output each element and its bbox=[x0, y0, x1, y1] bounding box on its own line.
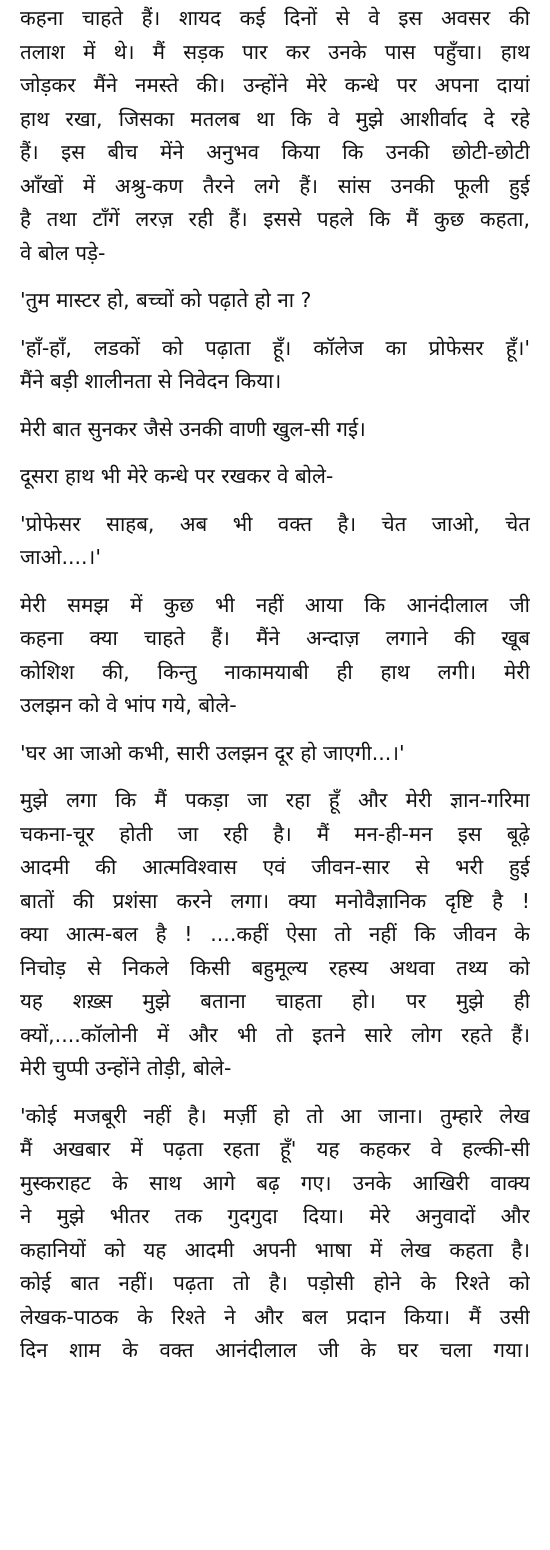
paragraph bbox=[20, 460, 530, 494]
text-line: 'तुम मास्टर हो, बच्चों को पढ़ाते हो ना ? bbox=[20, 288, 312, 312]
text-line: मैं अखबार में पढ़ता रहता हूँ' यह कहकर वे हल्की-सी bbox=[20, 1137, 530, 1161]
text-line: है तथा टाँगें लरज़ रही हैं। इससे पहले कि मैं कुछ कहता, bbox=[20, 207, 530, 231]
text-line: मेरी बात सुनकर जैसे उनकी वाणी खुल-सी गई। bbox=[20, 416, 366, 441]
text-line: चकना-चूर होती जा रही है। मैं मन-ही-मन इस बूढ़े bbox=[20, 821, 530, 846]
text-line: वे बोल पड़े- bbox=[20, 240, 106, 265]
text-line: तलाश में थे। मैं सड़क पार कर उनके पास पहुँचा। हाथ bbox=[20, 39, 530, 64]
text-line: मेरी चुप्पी उन्होंने तोड़ी, बोले- bbox=[20, 1056, 232, 1080]
text-line: जाओ....।' bbox=[20, 545, 101, 569]
paragraph bbox=[20, 332, 530, 399]
text-line: कहानियों को यह आदमी अपनी भाषा में लेख कहता है। bbox=[20, 1237, 530, 1262]
text-line: क्या आत्म-बल है ! ....कहीं ऐसा तो नहीं कि जीवन के bbox=[20, 922, 530, 946]
text-line: निचोड़ से निकले किसी बहुमूल्य रहस्य अथवा तथ्य को bbox=[20, 955, 530, 980]
text-line: 'हाँ-हाँ, लडकों को पढ़ाता हूँ। कॉलेज का प्रोफेसर हूँ।' bbox=[20, 335, 530, 360]
text-line: ने मुझे भीतर तक गुदगुदा दिया। मेरे अनुवादों और bbox=[20, 1204, 530, 1228]
paragraph bbox=[20, 589, 530, 723]
paragraph bbox=[20, 1100, 530, 1368]
text-line: कहना चाहते हैं। शायद कई दिनों से वे इस अवसर की bbox=[20, 6, 530, 30]
text-line: 'प्रोफेसर साहब, अब भी वक्त है। चेत जाओ, चेत bbox=[20, 511, 530, 536]
paragraph bbox=[20, 413, 530, 447]
text-line: कहना क्या चाहते हैं। मैंने अन्दाज़ लगाने की खूब bbox=[20, 626, 530, 650]
text-line: मुस्कराहट के साथ आगे बढ़ गए। उनके आखिरी वाक्य bbox=[20, 1170, 530, 1195]
text-line: मुझे लगा कि मैं पकड़ा जा रहा हूँ और मेरी ज्ञान-गरिमा bbox=[20, 788, 530, 812]
text-line: आँखों में अश्रु-कण तैरने लगे हैं। सांस उनकी फूली हुई bbox=[20, 173, 530, 198]
text-line: उलझन को वे भांप गये, बोले- bbox=[20, 693, 237, 717]
paragraph bbox=[20, 284, 530, 318]
text-line: हैं। इस बीच मेंने अनुभव किया कि उनकी छोटी-छोटी bbox=[20, 140, 530, 164]
story-text bbox=[20, 2, 530, 1368]
text-line: बातों की प्रशंसा करने लगा। क्या मनोवैज्ञानिक दृष्टि है ! bbox=[20, 888, 530, 913]
text-line: हाथ रखा, जिसका मतलब था कि वे मुझे आशीर्वाद दे रहे bbox=[20, 106, 530, 131]
text-line: 'कोई मजबूरी नहीं है। मर्ज़ी हो तो आ जाना। तुम्हारे लेख bbox=[20, 1103, 530, 1128]
text-line: दिन शाम के वक्त आनंदीलाल जी के घर चला गया। bbox=[20, 1338, 530, 1362]
text-line: लेखक-पाठक के रिश्ते ने और बल प्रदान किया। मैं उसी bbox=[20, 1304, 530, 1329]
text-line: मैंने बड़ी शालीनता से निवेदन किया। bbox=[20, 369, 282, 393]
text-line: यह शख़्स मुझे बताना चाहता हो। पर मुझे ही bbox=[20, 989, 530, 1013]
text-line: 'घर आ जाओ कभी, सारी उलझन दूर हो जाएगी...।' bbox=[20, 740, 405, 765]
text-line: जोड़कर मैंने नमस्ते की। उन्होंने मेरे कन्धे पर अपना दायां bbox=[20, 73, 530, 97]
text-line: आदमी की आत्मविश्वास एवं जीवन-सार से भरी हुई bbox=[20, 855, 530, 879]
paragraph bbox=[20, 784, 530, 1086]
text-line: दूसरा हाथ भी मेरे कन्धे पर रखकर वे बोले- bbox=[20, 464, 334, 488]
text-line: क्यों,....कॉलोनी में और भी तो इतने सारे लोग रहते हैं। bbox=[20, 1022, 530, 1047]
paragraph bbox=[20, 737, 530, 771]
text-line: मेरी समझ में कुछ भी नहीं आया कि आनंदीलाल जी bbox=[20, 592, 530, 617]
paragraph bbox=[20, 2, 530, 270]
paragraph bbox=[20, 508, 530, 575]
text-line: कोई बात नहीं। पढ़ता तो है। पड़ोसी होने के रिश्ते को bbox=[20, 1271, 530, 1295]
text-line: कोशिश की, किन्तु नाकामयाबी ही हाथ लगी। मेरी bbox=[20, 659, 530, 684]
